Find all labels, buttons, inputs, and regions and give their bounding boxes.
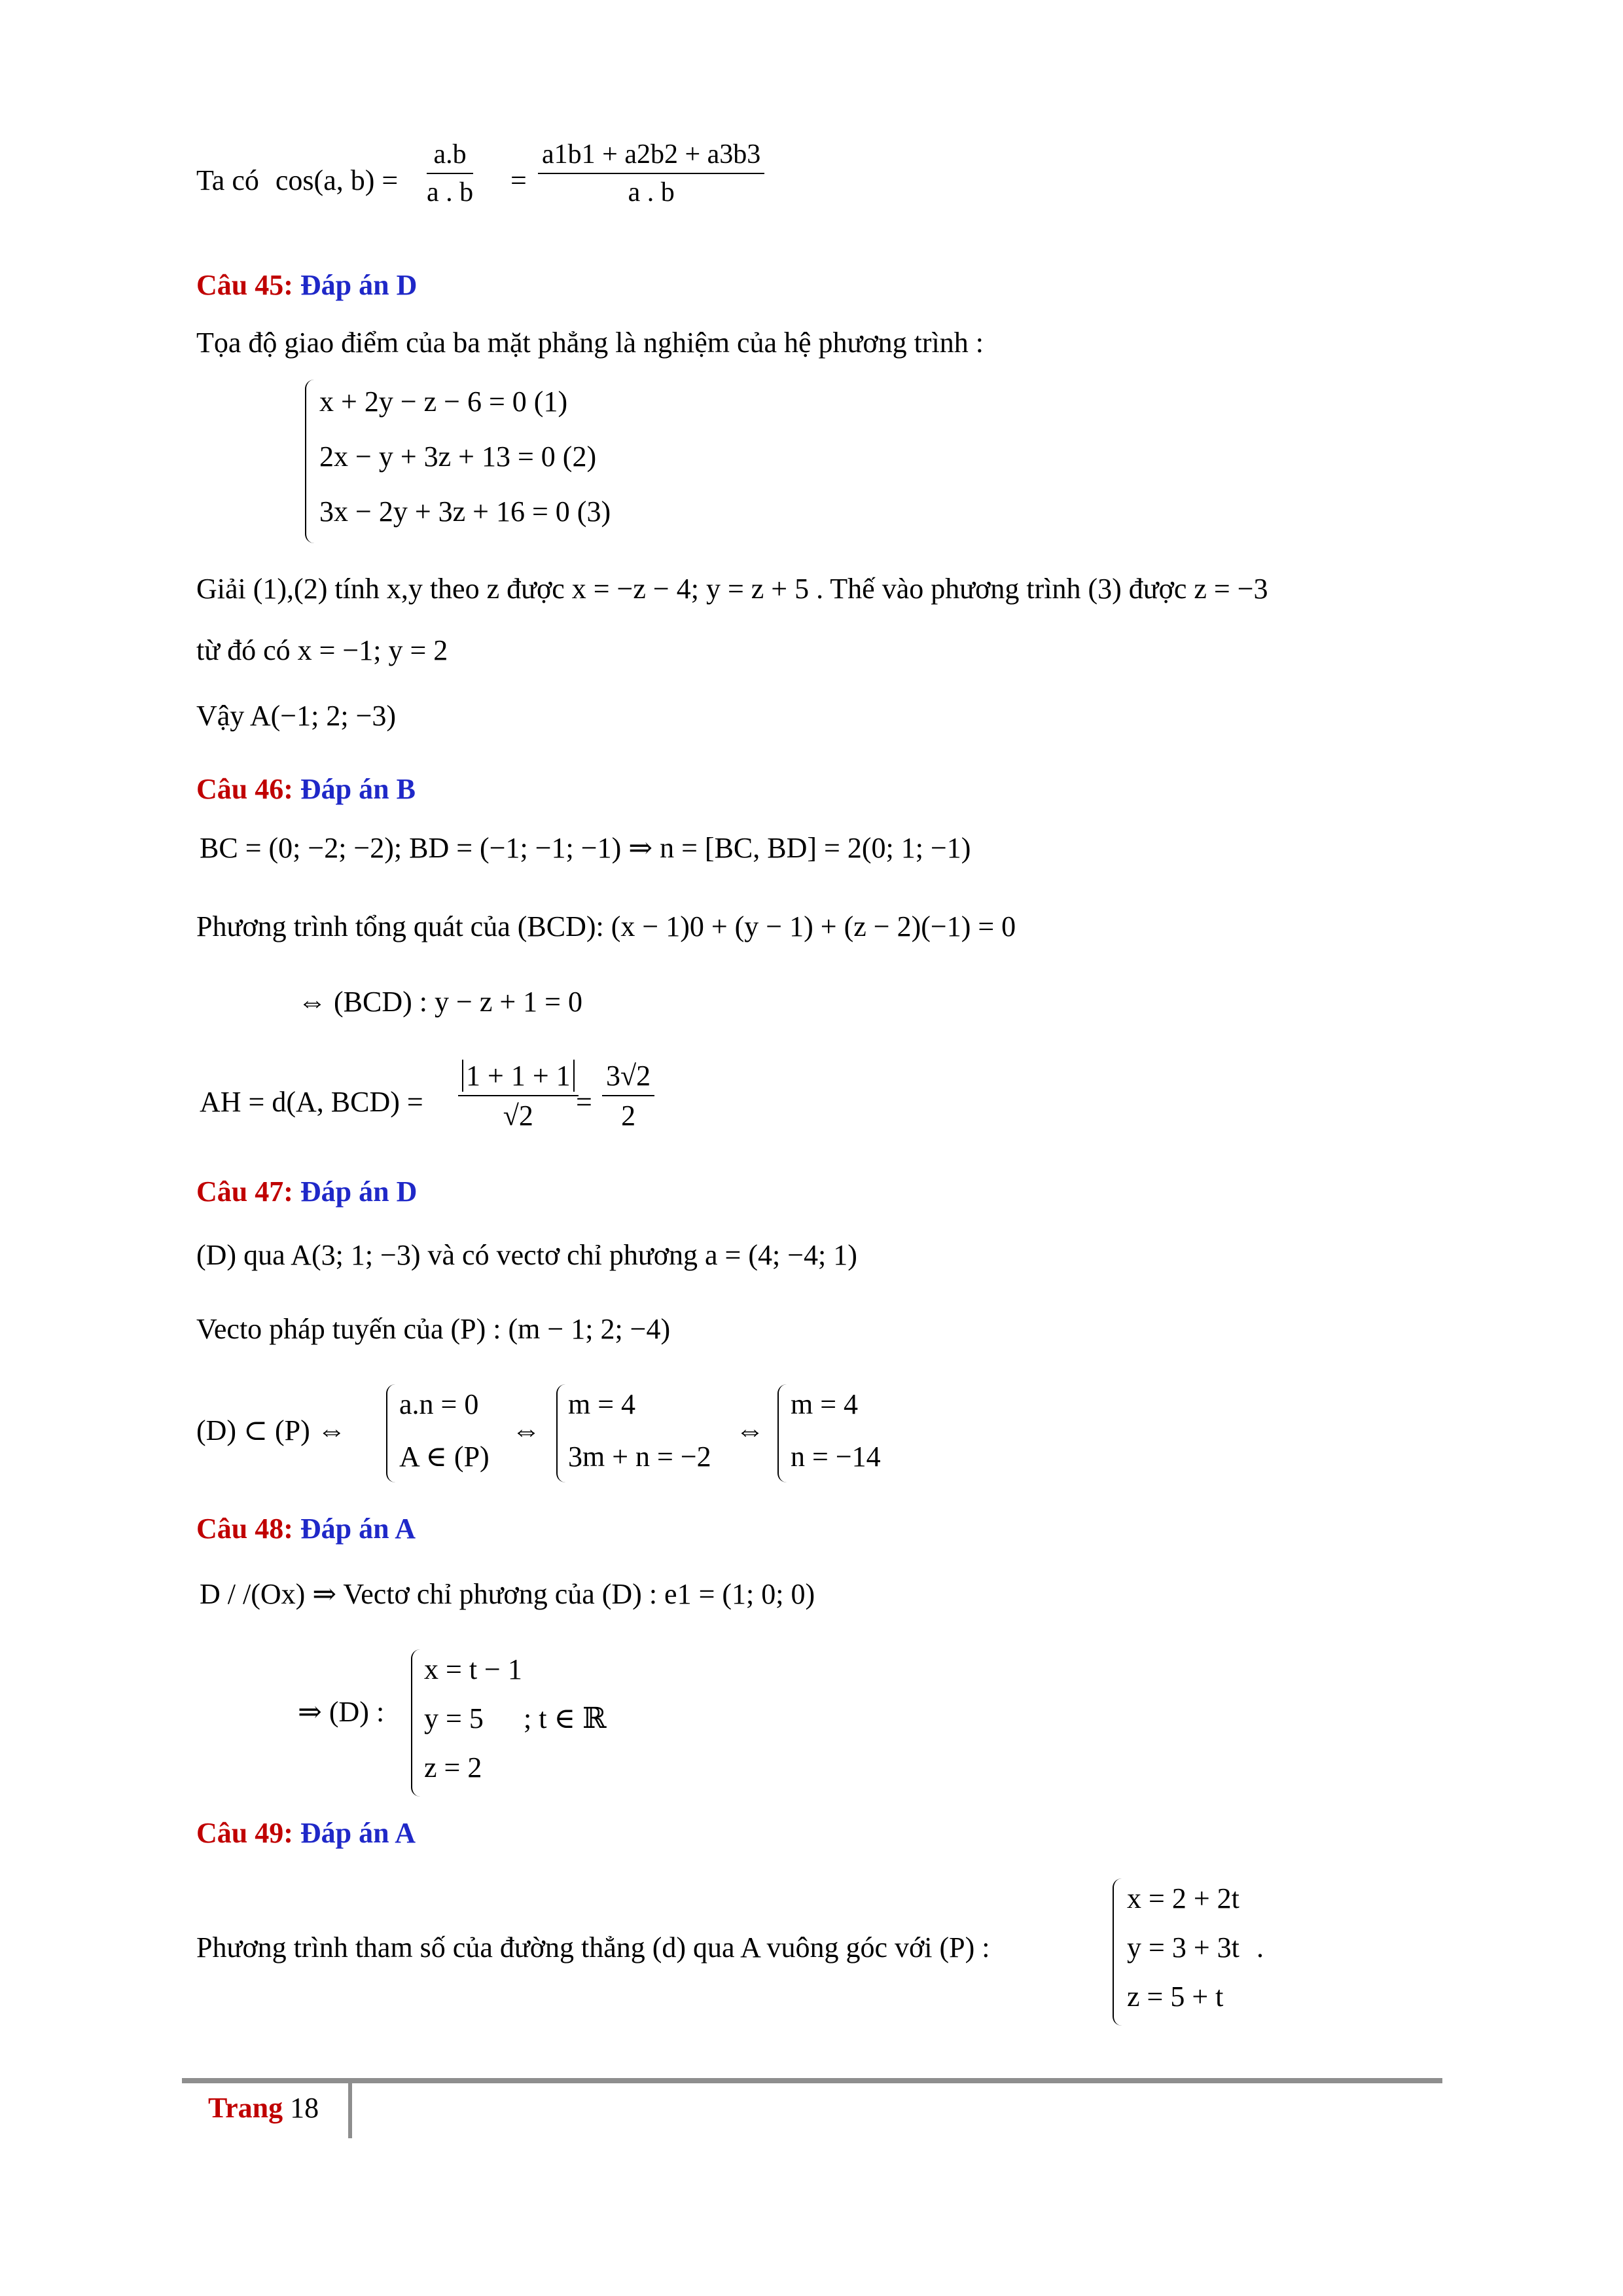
q49-answer: Đáp án A (300, 1817, 416, 1849)
q45-heading (196, 268, 417, 302)
q46-label: Câu 46: (196, 773, 293, 805)
q48-eq3: z = 2 (424, 1751, 482, 1784)
q45-line2: Giải (1),(2) tính x,y theo z được x = −z − 4; y = z + 5 . Thế vào phương trình (3) được z = −3 (196, 573, 1268, 605)
q48-lhs: ⇒ (D) : (298, 1696, 385, 1728)
frac1-numerator: a.b (427, 139, 473, 174)
q48-answer: Đáp án A (300, 1513, 416, 1545)
q47-sys2-eq1: m = 4 (568, 1388, 636, 1420)
q49-text: Phương trình tham số của đường thẳng (d) qua A vuông góc với (P) : (196, 1931, 990, 1964)
q45-eq1: x + 2y − z − 6 = 0 (1) (319, 386, 568, 418)
intro-prefix: Ta có (196, 164, 259, 196)
q46-bcd-plane: ⇔ (BCD) : y − z + 1 = 0 (298, 986, 582, 1018)
q46-general-equation: Phương trình tổng quát của (BCD): (x − 1)0 + (y − 1) + (z − 2)(−1) = 0 (196, 910, 1016, 942)
frac1-denominator: a . b (427, 177, 474, 207)
q47-lhs: (D) ⊂ (P) ⇔ (196, 1414, 346, 1446)
footer-rule (182, 2078, 1442, 2083)
q47-label: Câu 47: (196, 1175, 293, 1208)
q48-param: ; t ∈ ℝ (524, 1702, 607, 1734)
q48-eq2: y = 5 (424, 1702, 484, 1734)
q46-heading (196, 772, 416, 806)
q47-line1: (D) qua A(3; 1; −3) và có vectơ chỉ phương a = (4; −4; 1) (196, 1239, 857, 1271)
intro-cos-formula: Ta có cos(a, b) = (196, 164, 399, 196)
q46-ah-num2: 3√2 (602, 1059, 654, 1096)
frac2-numerator: a1b1 + a2b2 + a3b3 (538, 139, 764, 174)
q45-eq2: 2x − y + 3z + 13 = 0 (2) (319, 440, 597, 473)
q45-system-brace (305, 380, 315, 543)
q48-label: Câu 48: (196, 1513, 293, 1545)
q46-ah-fraction-1 (458, 1059, 579, 1132)
q45-line3: từ đó có x = −1; y = 2 (196, 634, 448, 666)
q48-line1: D / /(Ox) ⇒ Vectơ chỉ phương của (D) : e1 = (1; 0; 0) (200, 1578, 815, 1610)
q46-ah-den1: √2 (503, 1100, 533, 1132)
q49-eq2: y = 3 + 3t (1127, 1931, 1240, 1964)
footer-page-number: 18 (290, 2092, 319, 2124)
q46-ah-equals: = (576, 1086, 592, 1118)
cos-args: a, b (323, 164, 365, 196)
q47-answer: Đáp án D (300, 1175, 418, 1208)
footer-page (208, 2091, 319, 2125)
q47-iff-1: ⇔ (512, 1414, 541, 1446)
q49-label: Câu 49: (196, 1817, 293, 1849)
intro-equals: = (510, 164, 527, 196)
q48-eq1: x = t − 1 (424, 1653, 522, 1685)
footer-label: Trang (208, 2092, 283, 2124)
intro-fraction-2 (538, 139, 764, 208)
q45-line4: Vậy A(−1; 2; −3) (196, 700, 397, 732)
q46-ah-den2: 2 (621, 1100, 636, 1132)
q49-system-brace (1113, 1878, 1123, 2026)
q46-ah-fraction-2 (602, 1059, 654, 1132)
q49-eq1: x = 2 + 2t (1127, 1882, 1240, 1914)
q45-label: Câu 45: (196, 269, 293, 301)
q47-sys3-eq2: n = −14 (791, 1441, 881, 1473)
q45-line1: Tọa độ giao điểm của ba mặt phẳng là nghiệm của hệ phương trình : (196, 327, 984, 359)
q49-heading (196, 1816, 416, 1850)
q47-system2-brace (556, 1384, 567, 1482)
q47-sys1-eq2: A ∈ (P) (399, 1441, 490, 1473)
q46-ah-num1 (458, 1059, 579, 1096)
q47-iff-2: ⇔ (736, 1414, 764, 1446)
q48-system-brace (411, 1649, 421, 1797)
q49-eq3: z = 5 + t (1127, 1981, 1224, 2013)
q46-ah-lhs: AH = d(A, BCD) = (200, 1086, 423, 1118)
q47-sys2-eq2: 3m + n = −2 (568, 1441, 711, 1473)
q46-answer: Đáp án B (300, 773, 416, 805)
q48-heading (196, 1512, 416, 1545)
abs-value: 1 + 1 + 1 (462, 1060, 575, 1092)
q49-end: . (1257, 1931, 1264, 1964)
q47-line2: Vecto pháp tuyến của (P) : (m − 1; 2; −4) (196, 1313, 671, 1345)
cos-function: cos (275, 164, 314, 196)
q47-sys1-eq1: a.n = 0 (399, 1388, 479, 1420)
q45-eq3: 3x − 2y + 3z + 16 = 0 (3) (319, 495, 611, 528)
footer-divider (348, 2078, 352, 2138)
frac2-denominator: a . b (628, 177, 675, 207)
q46-vector-line: BC = (0; −2; −2); BD = (−1; −1; −1) ⇒ n = [BC, BD] = 2(0; 1; −1) (200, 832, 971, 864)
intro-fraction-1 (427, 139, 473, 208)
q47-heading (196, 1175, 417, 1208)
q47-system1-brace (386, 1384, 397, 1482)
q45-answer: Đáp án D (300, 269, 418, 301)
q47-sys3-eq1: m = 4 (791, 1388, 859, 1420)
q47-system3-brace (777, 1384, 788, 1482)
